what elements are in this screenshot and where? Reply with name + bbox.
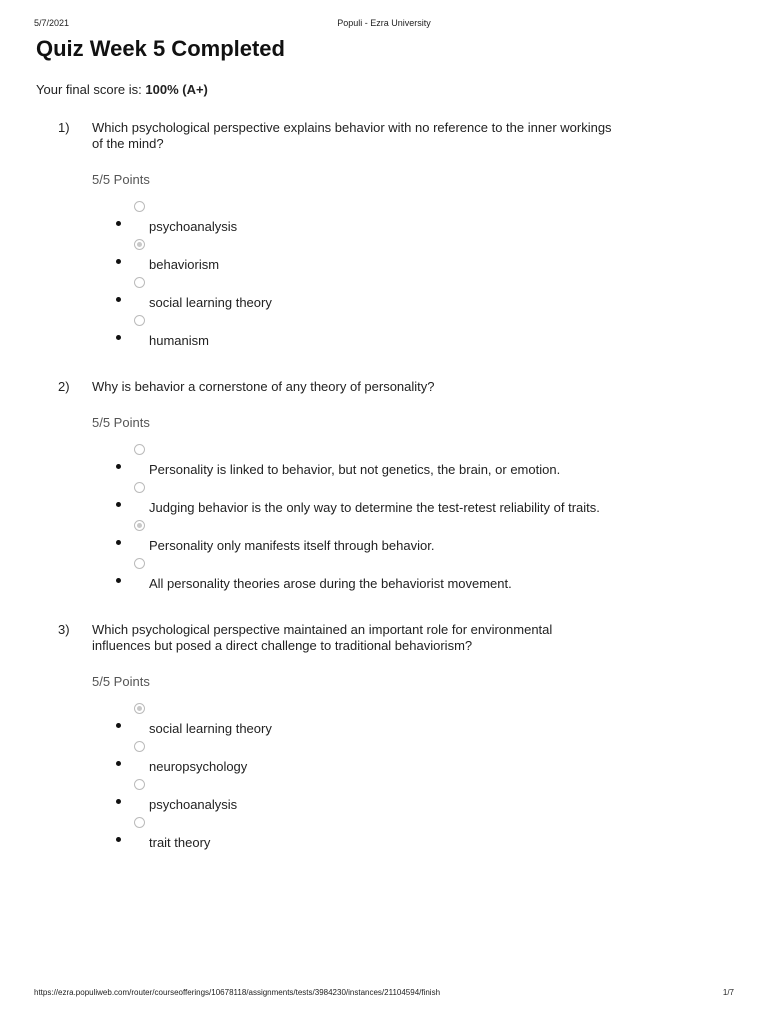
answer-option (134, 558, 614, 596)
page-url: https://ezra.populiweb.com/router/courseofferings/10678118/assignments/tests/3984230/instances/21104594/finish (34, 988, 441, 997)
radio-button-selected[interactable] (134, 239, 145, 250)
answer-option (134, 201, 614, 239)
question-3 (0, 622, 768, 855)
answer-option (134, 239, 614, 277)
question-number: 3) (58, 622, 70, 637)
radio-button[interactable] (134, 315, 145, 326)
answer-option (134, 817, 614, 855)
question-number: 2) (58, 379, 70, 394)
option-label: Personality is linked to behavior, but not genetics, the brain, or emotion. (149, 462, 561, 477)
print-footer (34, 988, 734, 1000)
answer-options (0, 201, 768, 353)
print-header (34, 18, 734, 32)
answer-options (0, 703, 768, 855)
question-1 (0, 120, 768, 353)
page-number: 1/7 (722, 988, 734, 997)
radio-button-selected[interactable] (134, 703, 145, 714)
score-value: 100% (145, 82, 179, 97)
option-label: Personality only manifests itself through behavior. (149, 538, 435, 553)
option-label: psychoanalysis (149, 797, 238, 812)
radio-button[interactable] (134, 277, 145, 288)
option-label: behaviorism (149, 257, 220, 272)
radio-button[interactable] (134, 558, 145, 569)
option-label: All personality theories arose during the behaviorist movement. (149, 576, 512, 591)
question-number: 1) (58, 120, 70, 135)
radio-button[interactable] (134, 779, 145, 790)
print-site-title: Populi - Ezra University (337, 18, 431, 28)
question-list (0, 120, 768, 881)
answer-options (0, 444, 768, 596)
answer-option (134, 277, 614, 315)
radio-button[interactable] (134, 482, 145, 493)
score-label: Your final score is: (36, 82, 142, 97)
answer-option (134, 779, 614, 817)
option-label: psychoanalysis (149, 219, 238, 234)
answer-option (134, 315, 614, 353)
print-date: 5/7/2021 (34, 18, 70, 28)
score-grade: (A+) (182, 82, 208, 97)
option-label: trait theory (149, 835, 211, 850)
option-label: social learning theory (149, 721, 272, 736)
radio-button[interactable] (134, 201, 145, 212)
answer-option (134, 741, 614, 779)
answer-option (134, 520, 614, 558)
radio-button[interactable] (134, 444, 145, 455)
option-label: Judging behavior is the only way to determine the test-retest reliability of traits. (149, 500, 600, 515)
question-2 (0, 379, 768, 596)
answer-option (134, 444, 614, 482)
question-points: 5/5 Points (92, 415, 150, 430)
answer-option (134, 703, 614, 741)
radio-button-selected[interactable] (134, 520, 145, 531)
question-text: Why is behavior a cornerstone of any theory of personality? (92, 379, 435, 394)
radio-button[interactable] (134, 817, 145, 828)
page-title: Quiz Week 5 Completed (36, 36, 285, 61)
question-text: Which psychological perspective maintained an important role for environmental influences but posed a direct challenge to traditional behaviorism? (92, 622, 553, 653)
option-label: humanism (149, 333, 209, 348)
question-points: 5/5 Points (92, 674, 150, 689)
question-text: Which psychological perspective explains behavior with no reference to the inner workings of the mind? (92, 120, 612, 151)
final-score (36, 82, 208, 97)
radio-button[interactable] (134, 741, 145, 752)
option-label: neuropsychology (149, 759, 248, 774)
answer-option (134, 482, 614, 520)
option-label: social learning theory (149, 295, 272, 310)
question-points: 5/5 Points (92, 172, 150, 187)
